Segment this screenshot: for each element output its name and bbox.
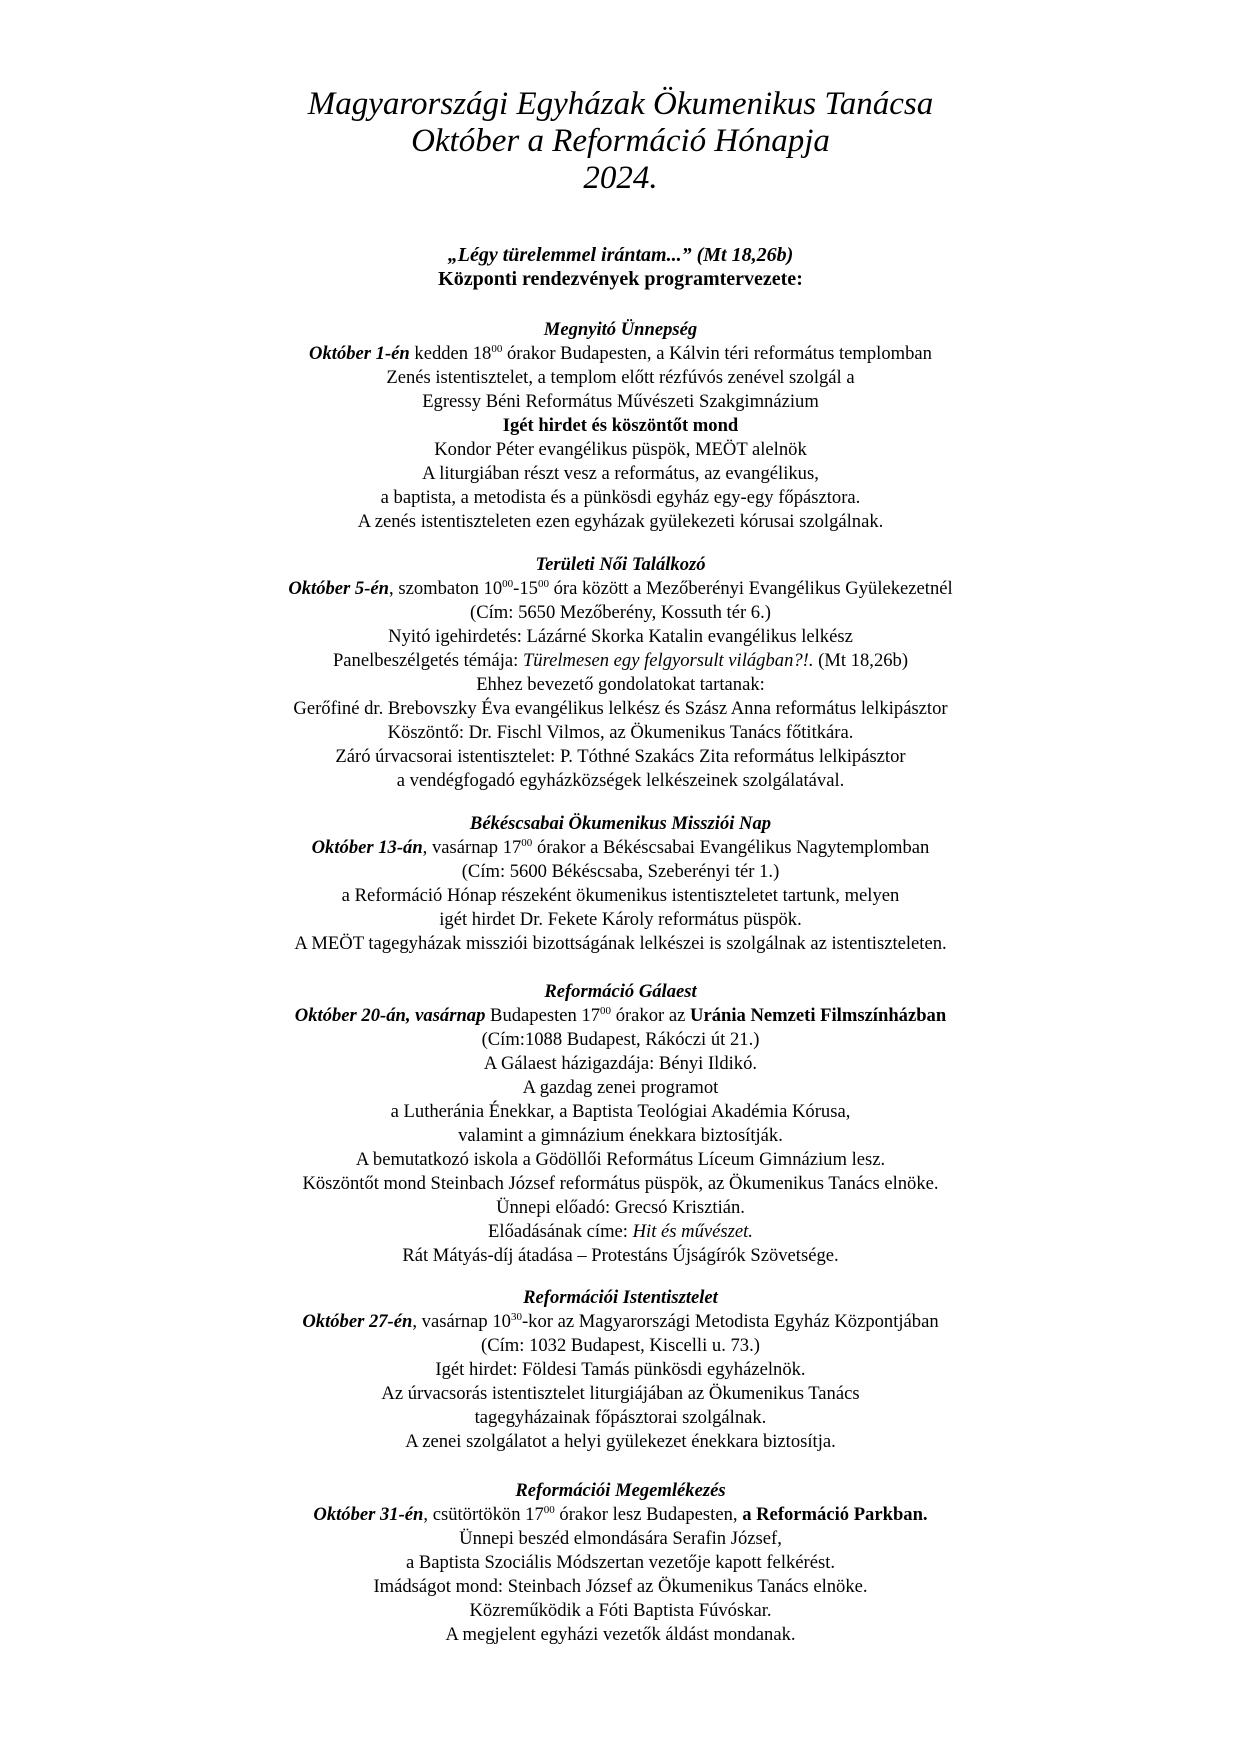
section-line: Köszöntőt mond Steinbach József református püspök, az Ökumenikus Tanács elnöke.	[302, 1173, 939, 1194]
section-line: A megjelent egyházi vezetők áldást mondanak.	[445, 1624, 796, 1645]
section-line	[0, 1220, 1241, 1244]
section-line: Kondor Péter evangélikus püspök, MEÖT alelnök	[434, 439, 807, 460]
motto-block	[0, 243, 1241, 291]
panel-topic-label: Panelbeszélgetés témája:	[332, 650, 523, 671]
event-date: Október 13-án	[311, 837, 423, 858]
motto-quote: „Légy türelemmel irántam...” (Mt 18,26b)	[447, 244, 794, 266]
event-location-text: órakor a Békéscsabai Evangélikus Nagytemplomban	[532, 837, 930, 858]
event-date: Október 1-én	[309, 343, 410, 364]
event-date: Október 31-én	[313, 1504, 424, 1525]
section-line: valamint a gimnázium énekkara biztosítják.	[458, 1125, 783, 1146]
section-reformation-commemoration	[0, 1479, 1241, 1647]
section-date-line	[0, 1004, 1241, 1028]
section-line: A zenés istentiszteleten ezen egyházak gyülekezeti kórusai szolgálnak.	[357, 511, 884, 532]
event-time-text: Budapesten 17	[485, 1005, 601, 1026]
section-title: Reformációi Istentisztelet	[523, 1287, 718, 1308]
time-superscript: 00	[491, 343, 503, 355]
section-title: Megnyitó Ünnepség	[543, 319, 698, 340]
event-location-text: óra között a Mezőberényi Evangélikus Gyülekezetnél	[548, 578, 953, 599]
time-superscript: 00	[502, 578, 514, 590]
section-womens-meeting	[0, 553, 1241, 793]
event-time-text: kedden 18	[409, 343, 492, 364]
section-title: Reformáció Gálaest	[544, 981, 697, 1002]
section-line: (Cím: 5650 Mezőberény, Kossuth tér 6.)	[470, 602, 771, 623]
section-date-line	[0, 1310, 1241, 1334]
event-time-text: -15	[513, 578, 538, 599]
document-header	[0, 86, 1241, 197]
event-location-text: -kor az Magyarországi Metodista Egyház Központjában	[521, 1311, 939, 1332]
lecture-title: Hit és művészet.	[632, 1221, 753, 1242]
time-superscript: 00	[521, 837, 533, 849]
section-date-line	[0, 577, 1241, 601]
header-organization: Magyarországi Egyházak Ökumenikus Tanácsa	[307, 86, 934, 122]
section-gala-evening	[0, 980, 1241, 1268]
event-location-text: órakor Budapesten, a Kálvin téri református templomban	[502, 343, 932, 364]
event-date: Október 20-án, vasárnap	[294, 1005, 486, 1026]
section-reformation-service	[0, 1286, 1241, 1454]
section-date-line	[0, 836, 1241, 860]
section-line: Imádságot mond: Steinbach József az Ökumenikus Tanács elnöke.	[373, 1576, 868, 1597]
event-venue: Uránia Nemzeti Filmszínházban	[690, 1005, 947, 1026]
panel-topic-title: Türelmesen egy felgyorsult világban?!.	[522, 650, 814, 671]
event-time-text: , vasárnap 17	[422, 837, 522, 858]
section-line: Zenés istentisztelet, a templom előtt rézfúvós zenével szolgál a	[386, 367, 855, 388]
section-line: A Gálaest házigazdája: Bényi Ildikó.	[483, 1053, 758, 1074]
section-line: Az úrvacsorás istentisztelet liturgiájában az Ökumenikus Tanács	[381, 1383, 860, 1404]
section-line: (Cím:1088 Budapest, Rákóczi út 21.)	[481, 1029, 760, 1050]
section-line: a Lutheránia Énekkar, a Baptista Teológiai Akadémia Kórusa,	[390, 1101, 851, 1122]
section-date-line	[0, 1503, 1241, 1527]
section-line: a vendégfogadó egyházközségek lelkészeinek szolgálatával.	[396, 770, 845, 791]
time-superscript: 00	[543, 1504, 555, 1516]
section-line: a Baptista Szociális Módszertan vezetője kapott felkérést.	[405, 1552, 836, 1573]
section-opening-ceremony	[0, 318, 1241, 534]
section-line: a Reformáció Hónap részeként ökumenikus istentiszteletet tartunk, melyen	[341, 885, 900, 906]
lecture-title-label: Előadásának címe:	[488, 1221, 633, 1242]
section-line: Igét hirdet: Földesi Tamás pünkösdi egyházelnök.	[435, 1359, 806, 1380]
panel-topic-reference: (Mt 18,26b)	[813, 650, 909, 671]
event-time-text: , vasárnap 10	[412, 1311, 511, 1332]
event-time-text: , szombaton 10	[389, 578, 503, 599]
time-superscript: 30	[510, 1311, 522, 1323]
time-superscript: 00	[537, 578, 549, 590]
event-time-text: , csütörtökön 17	[423, 1504, 544, 1525]
section-line: A liturgiában részt vesz a református, az evangélikus,	[422, 463, 819, 484]
section-line: Nyitó igehirdetés: Lázárné Skorka Katalin evangélikus lelkész	[388, 626, 853, 647]
section-line: A bemutatkozó iskola a Gödöllői Református Líceum Gimnázium lesz.	[355, 1149, 886, 1170]
section-line	[0, 649, 1241, 673]
event-date: Október 5-én	[288, 578, 390, 599]
section-line: tagegyházainak főpásztorai szolgálnak.	[474, 1407, 767, 1428]
section-date-line	[0, 342, 1241, 366]
section-line: a baptista, a metodista és a pünkösdi egyház egy-egy főpásztora.	[380, 487, 861, 508]
section-mission-day	[0, 812, 1241, 956]
section-line: A MEÖT tagegyházak missziói bizottságának lelkészei is szolgálnak az istentiszteleten.	[294, 933, 947, 954]
section-line: A gazdag zenei programot	[522, 1077, 719, 1098]
section-line: Ünnepi előadó: Grecsó Krisztián.	[496, 1197, 745, 1218]
section-line: Ünnepi beszéd elmondására Serafin József,	[459, 1528, 782, 1549]
section-line: Rát Mátyás-díj átadása – Protestáns Újságírók Szövetsége.	[402, 1245, 839, 1266]
section-line: Ehhez bevezető gondolatokat tartanak:	[476, 674, 765, 695]
header-year: 2024.	[583, 160, 658, 196]
section-line: (Cím: 1032 Budapest, Kiscelli u. 73.)	[481, 1335, 760, 1356]
header-month-title: Október a Reformáció Hónapja	[411, 123, 830, 159]
program-subtitle: Központi rendezvények programtervezete:	[438, 268, 803, 290]
time-superscript: 00	[600, 1005, 612, 1017]
section-line: Záró úrvacsorai istentisztelet: P. Tóthné Szakács Zita református lelkipásztor	[335, 746, 906, 767]
section-line: igét hirdet Dr. Fekete Károly református püspök.	[439, 909, 802, 930]
event-venue: a Reformáció Parkban.	[742, 1504, 928, 1525]
section-line: Közreműködik a Fóti Baptista Fúvóskar.	[469, 1600, 772, 1621]
section-line: Gerőfiné dr. Brebovszky Éva evangélikus lelkész és Szász Anna református lelkipásztor	[293, 698, 948, 719]
section-line-bold: Igét hirdet és köszöntőt mond	[502, 415, 739, 436]
section-line: (Cím: 5600 Békéscsaba, Szeberényi tér 1.)	[461, 861, 780, 882]
section-line: Köszöntő: Dr. Fischl Vilmos, az Ökumenikus Tanács főtitkára.	[387, 722, 854, 743]
section-title: Békéscsabai Ökumenikus Missziói Nap	[469, 813, 772, 834]
section-title: Reformációi Megemlékezés	[515, 1480, 726, 1501]
section-title: Területi Női Találkozó	[535, 554, 706, 575]
event-date: Október 27-én	[302, 1311, 413, 1332]
section-line: Egressy Béni Református Művészeti Szakgimnázium	[422, 391, 819, 412]
section-line: A zenei szolgálatot a helyi gyülekezet énekkara biztosítja.	[405, 1431, 836, 1452]
event-location-text: órakor az	[611, 1005, 691, 1026]
event-location-text: órakor lesz Budapesten,	[554, 1504, 743, 1525]
